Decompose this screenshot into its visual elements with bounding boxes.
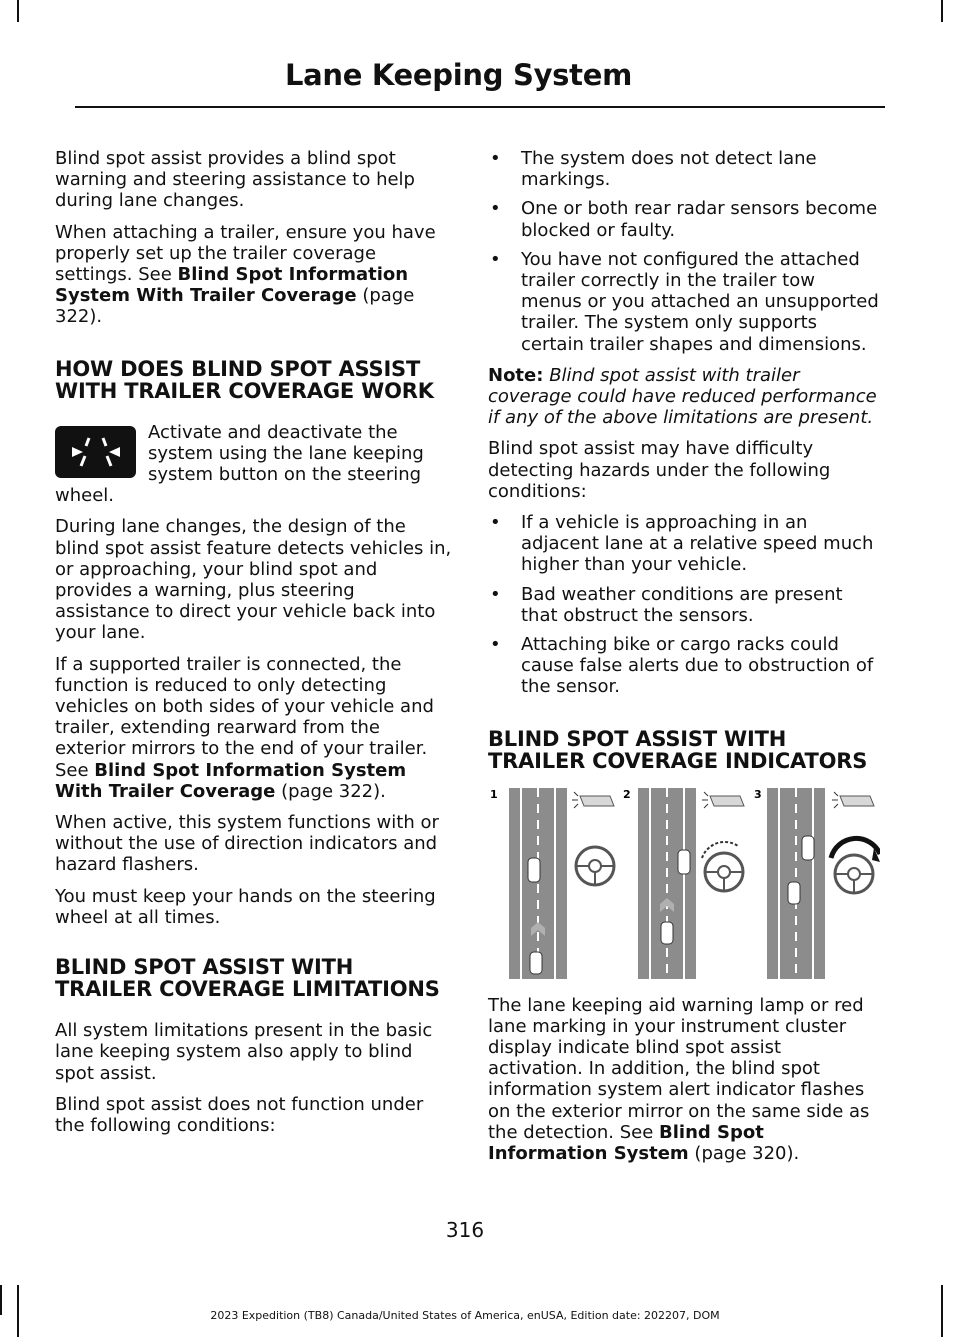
list-item: • Bad weather conditions are present that obstruct the sensors.	[488, 584, 880, 626]
crop-mark	[17, 0, 19, 22]
cross-reference-link[interactable]: Blind Spot Information System	[488, 1121, 764, 1165]
steering-wheel-icon	[835, 855, 873, 893]
steering-wheel-icon	[705, 853, 743, 891]
mirror-alert-icon	[702, 792, 744, 808]
vehicle-icon	[802, 836, 814, 860]
vehicle-icon	[678, 850, 690, 874]
icon-paragraph	[55, 422, 453, 507]
page-title: Lane Keeping System	[284, 58, 632, 92]
paragraph-text: When attaching a trailer, ensure you have properly set up the trailer coverage settings. See	[55, 221, 436, 286]
note	[488, 365, 880, 429]
figure-label: 2	[623, 787, 631, 801]
paragraph	[55, 222, 453, 328]
section-heading: BLIND SPOT ASSIST WITH TRAILER COVERAGE INDICATORS	[488, 726, 868, 773]
paragraph: Blind spot assist does not function under the following conditions:	[55, 1093, 424, 1136]
left-column	[55, 148, 453, 1146]
paragraph	[488, 995, 880, 1165]
page-reference: (page 320).	[688, 1143, 800, 1165]
crop-mark	[941, 0, 943, 22]
figure-label: 1	[490, 787, 498, 801]
paragraph: Blind spot assist may have difficulty detecting hazards under the following conditions:	[488, 438, 831, 502]
figure-panel-2	[623, 788, 744, 979]
paragraph: All system limitations present in the basic lane keeping system also apply to blind spot assist.	[55, 1020, 433, 1084]
page-reference: (page 322).	[275, 780, 386, 802]
paragraph-text: The lane keeping aid warning lamp or red lane marking in your instrument cluster display indicate blind spot assist activation. In addition, the blind spot information system alert indicator flashes on the exterior mirror on the same side as the detection. See	[488, 994, 870, 1143]
list-item: • Attaching bike or cargo racks could cause false alerts due to obstruction of the sensor.	[488, 634, 880, 698]
page-number: 316	[445, 1218, 485, 1242]
vehicle-icon	[530, 952, 542, 974]
indicators-figure	[488, 786, 880, 981]
paragraph: Blind spot assist provides a blind spot warning and steering assistance to help during lane changes.	[55, 148, 415, 212]
vehicle-icon	[788, 882, 800, 904]
right-column	[488, 148, 880, 1174]
paragraph-text: If a supported trailer is connected, the function is reduced to only detecting vehicles on both sides of your vehicle and trailer, extending rearward from the exterior mirrors to the end of your trailer. See	[55, 653, 434, 781]
cross-reference-link[interactable]: Blind Spot Information System With Trailer Coverage	[55, 759, 407, 802]
page-reference: (page 322).	[55, 285, 415, 328]
paragraph: When active, this system functions with or without the use of direction indicators and hazard flashers.	[55, 812, 439, 876]
figure-panel-1	[490, 788, 614, 979]
crop-mark	[941, 1285, 943, 1337]
paragraph: You must keep your hands on the steering wheel at all times.	[55, 885, 436, 928]
list-item: • If a vehicle is approaching in an adjacent lane at a relative speed much higher than your vehicle.	[488, 512, 880, 576]
list-item: • One or both rear radar sensors become blocked or faulty.	[488, 198, 880, 240]
conditions-list	[488, 512, 880, 698]
limitations-list	[488, 148, 880, 355]
lane-keeping-icon	[55, 426, 136, 478]
note-label: Note:	[488, 364, 544, 386]
figure-label: 3	[754, 787, 762, 801]
section-heading: HOW DOES BLIND SPOT ASSIST WITH TRAILER COVERAGE WORK	[55, 356, 434, 403]
mirror-alert-icon	[832, 792, 874, 808]
paragraph	[55, 654, 453, 802]
footer-text: 2023 Expedition (TB8) Canada/United States of America, enUSA, Edition date: 202207, DOM	[210, 1309, 720, 1322]
list-item: • You have not configured the attached trailer correctly in the trailer tow menus or you attached an unsupported trailer. The system only supports certain trailer shapes and dimensions.	[488, 249, 880, 355]
steering-wheel-icon	[576, 847, 614, 885]
list-item: • The system does not detect lane markings.	[488, 148, 880, 190]
vehicle-icon	[661, 922, 673, 944]
paragraph: Activate and deactivate the system using the lane keeping system button on the steering wheel.	[55, 421, 424, 507]
paragraph: During lane changes, the design of the blind spot assist feature detects vehicles in, or approaching, your blind spot and provides a warning, plus steering assistance to direct your vehicle back into your lane.	[55, 516, 452, 644]
note-text: Blind spot assist with trailer coverage could have reduced performance if any of the above limitations are present.	[488, 364, 877, 429]
header-rule	[75, 106, 885, 108]
section-heading: BLIND SPOT ASSIST WITH TRAILER COVERAGE LIMITATIONS	[55, 955, 440, 1002]
vehicle-icon	[528, 858, 540, 882]
figure-panel-3	[754, 788, 880, 979]
mirror-alert-icon	[572, 792, 614, 808]
cross-reference-link[interactable]: Blind Spot Information System With Trailer Coverage	[55, 264, 409, 307]
